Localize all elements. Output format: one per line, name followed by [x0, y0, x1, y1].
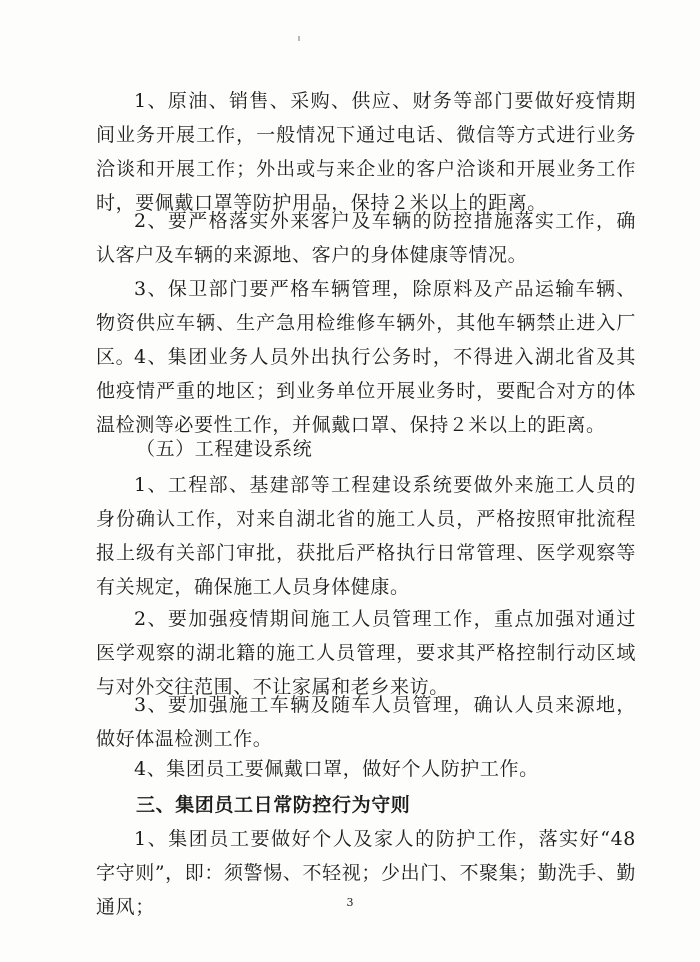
paragraph-rules-item-1: 1、集团员工要做好个人及家人的防护工作，落实好“48 字守则”，即：须警惕、不轻视；少出门、不聚集；勤洗手、勤通风； [96, 828, 636, 918]
paragraph-engineering-item-4: 4、集团员工要佩戴口罩，做好个人防护工作。 [134, 758, 539, 780]
paragraph-engineering-item-1: 1、工程部、基建部等工程建设系统要做外来施工人员的身份确认工作，对来自湖北省的施工人员，严格按照审批流程报上级有关部门审批，获批后严格执行日常管理、医学观察等有关规定，确保施工人员身体健康。 [96, 474, 636, 598]
page-number: 3 [346, 896, 354, 909]
paragraph-engineering-item-2: 2、要加强疫情期间施工人员管理工作，重点加强对通过医学观察的湖北籍的施工人员管理，要求其严格控制行动区域与对外交往范围、不让家属和老乡来访。 [96, 608, 636, 698]
paragraph-engineering-item-3: 3、要加强施工车辆及随车人员管理，确认人员来源地，做好体温检测工作。 [96, 694, 636, 750]
paragraph-sales-item-4: 4、集团业务人员外出执行公务时，不得进入湖北省及其他疫情严重的地区；到业务单位开展业务时，要配合对方的体温检测等必要性工作，并佩戴口罩、保持２米以上的距离。 [96, 346, 636, 436]
section-heading-employee-rules: 三、集团员工日常防控行为守则 [136, 794, 411, 816]
section-heading-engineering: （五）工程建设系统 [136, 438, 313, 460]
paragraph-sales-item-1: 1、原油、销售、采购、供应、财务等部门要做好疫情期间业务开展工作，一般情况下通过电话、微信等方式进行业务洽谈和开展工作；外出或与来企业的客户洽谈和开展业务工作时，要佩戴口罩等防护用品，保持２米以上的距离。 [96, 90, 636, 214]
scan-speck [298, 36, 300, 41]
paragraph-sales-item-3: 3、保卫部门要严格车辆管理，除原料及产品运输车辆、物资供应车辆、生产急用检维修车辆外，其他车辆禁止进入厂区。 [96, 278, 636, 368]
paragraph-sales-item-2: 2、要严格落实外来客户及车辆的防控措施落实工作，确认客户及车辆的来源地、客户的身体健康等情况。 [96, 210, 636, 266]
